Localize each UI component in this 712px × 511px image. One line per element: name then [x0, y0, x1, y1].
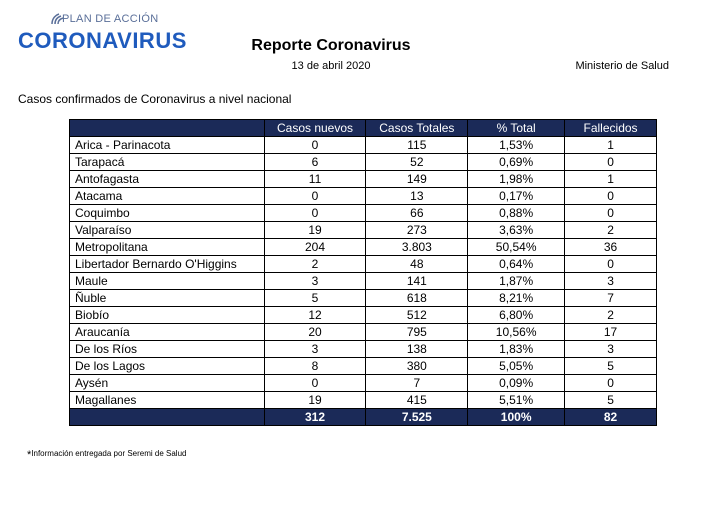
cell-new-cases: 204: [264, 239, 366, 256]
cell-region: Libertador Bernardo O'Higgins: [70, 256, 265, 273]
cell-region: Biobío: [70, 307, 265, 324]
cell-deaths: 0: [565, 188, 657, 205]
cell-new-cases: 3: [264, 273, 366, 290]
cell-percent-total: 3,63%: [468, 222, 565, 239]
cell-total-cases: 115: [366, 137, 468, 154]
cell-percent-total: 0,09%: [468, 375, 565, 392]
cell-total-cases: 149: [366, 171, 468, 188]
totals-row: [70, 409, 657, 426]
cell-total-cases: 380: [366, 358, 468, 375]
cell-percent-total: 5,51%: [468, 392, 565, 409]
cell-deaths: 3: [565, 273, 657, 290]
cell-new-cases: 11: [264, 171, 366, 188]
column-header-region: [70, 120, 265, 137]
cell-region: Coquimbo: [70, 205, 265, 222]
cell-deaths: 36: [565, 239, 657, 256]
cell-region: De los Ríos: [70, 341, 265, 358]
cell-deaths: 1: [565, 137, 657, 154]
cell-percent-total: 1,98%: [468, 171, 565, 188]
totals-label: [70, 409, 265, 426]
cell-new-cases: 0: [264, 375, 366, 392]
logo-main-text: CORONAVIRUS: [18, 28, 187, 53]
footnote-text: Información entregada por Seremi de Salud: [31, 449, 187, 458]
cell-region: Ñuble: [70, 290, 265, 307]
table-row: [70, 256, 657, 273]
cell-new-cases: 19: [264, 222, 366, 239]
cell-new-cases: 0: [264, 205, 366, 222]
cell-percent-total: 1,83%: [468, 341, 565, 358]
cell-deaths: 0: [565, 205, 657, 222]
cell-total-cases: 52: [366, 154, 468, 171]
column-header-new-cases: Casos nuevos: [264, 120, 366, 137]
cases-table: [69, 119, 657, 426]
cell-new-cases: 19: [264, 392, 366, 409]
cell-percent-total: 1,53%: [468, 137, 565, 154]
cell-deaths: 5: [565, 358, 657, 375]
cell-region: Araucanía: [70, 324, 265, 341]
totals-percent: 100%: [468, 409, 565, 426]
footnote: [27, 449, 186, 461]
totals-total-cases: 7.525: [366, 409, 468, 426]
cell-deaths: 5: [565, 392, 657, 409]
cell-region: Maule: [70, 273, 265, 290]
cell-new-cases: 2: [264, 256, 366, 273]
table-body: [70, 137, 657, 409]
report-date: 13 de abril 2020: [291, 60, 371, 72]
report-title: Reporte Coronavirus: [251, 37, 411, 54]
cell-deaths: 0: [565, 154, 657, 171]
table-row: [70, 324, 657, 341]
cell-region: Aysén: [70, 375, 265, 392]
cell-new-cases: 6: [264, 154, 366, 171]
cell-total-cases: 3.803: [366, 239, 468, 256]
totals-new-cases: 312: [264, 409, 366, 426]
cell-region: Magallanes: [70, 392, 265, 409]
column-header-total-cases: Casos Totales: [366, 120, 468, 137]
cell-region: Metropolitana: [70, 239, 265, 256]
table-row: [70, 137, 657, 154]
cell-new-cases: 5: [264, 290, 366, 307]
cell-new-cases: 0: [264, 137, 366, 154]
cell-total-cases: 618: [366, 290, 468, 307]
cell-deaths: 1: [565, 171, 657, 188]
cell-total-cases: 512: [366, 307, 468, 324]
cell-region: Tarapacá: [70, 154, 265, 171]
table-row: [70, 273, 657, 290]
table-row: [70, 239, 657, 256]
cell-total-cases: 66: [366, 205, 468, 222]
ministry-label: Ministerio de Salud: [575, 60, 669, 72]
table-row: [70, 341, 657, 358]
cell-region: De los Lagos: [70, 358, 265, 375]
cell-percent-total: 10,56%: [468, 324, 565, 341]
table-row: [70, 375, 657, 392]
cell-total-cases: 48: [366, 256, 468, 273]
cell-percent-total: 0,64%: [468, 256, 565, 273]
cell-total-cases: 273: [366, 222, 468, 239]
table-row: [70, 358, 657, 375]
cell-new-cases: 0: [264, 188, 366, 205]
cell-deaths: 7: [565, 290, 657, 307]
cell-deaths: 17: [565, 324, 657, 341]
cell-deaths: 0: [565, 256, 657, 273]
table-header-row: [70, 120, 657, 137]
table-row: [70, 222, 657, 239]
cell-percent-total: 6,80%: [468, 307, 565, 324]
cell-total-cases: 141: [366, 273, 468, 290]
table-row: [70, 205, 657, 222]
cell-percent-total: 0,17%: [468, 188, 565, 205]
cell-percent-total: 5,05%: [468, 358, 565, 375]
cell-total-cases: 415: [366, 392, 468, 409]
totals-deaths: 82: [565, 409, 657, 426]
cell-deaths: 2: [565, 222, 657, 239]
cell-total-cases: 7: [366, 375, 468, 392]
cell-new-cases: 12: [264, 307, 366, 324]
table-row: [70, 392, 657, 409]
cell-region: Atacama: [70, 188, 265, 205]
cell-deaths: 0: [565, 375, 657, 392]
table-row: [70, 188, 657, 205]
cell-total-cases: 795: [366, 324, 468, 341]
cell-deaths: 2: [565, 307, 657, 324]
table-subtitle: Casos confirmados de Coronavirus a nivel nacional: [18, 92, 292, 106]
table-row: [70, 171, 657, 188]
table-row: [70, 290, 657, 307]
cell-total-cases: 13: [366, 188, 468, 205]
cell-new-cases: 20: [264, 324, 366, 341]
footnote-star: *: [27, 449, 32, 461]
table-row: [70, 307, 657, 324]
cell-total-cases: 138: [366, 341, 468, 358]
cell-region: Arica - Parinacota: [70, 137, 265, 154]
cell-percent-total: 0,69%: [468, 154, 565, 171]
column-header-deaths: Fallecidos: [565, 120, 657, 137]
cell-deaths: 3: [565, 341, 657, 358]
cell-region: Antofagasta: [70, 171, 265, 188]
cell-percent-total: 0,88%: [468, 205, 565, 222]
cell-percent-total: 1,87%: [468, 273, 565, 290]
logo-top-text: PLAN DE ACCIÓN: [62, 13, 159, 25]
cell-new-cases: 3: [264, 341, 366, 358]
table-row: [70, 154, 657, 171]
cell-new-cases: 8: [264, 358, 366, 375]
cell-percent-total: 50,54%: [468, 239, 565, 256]
cell-percent-total: 8,21%: [468, 290, 565, 307]
column-header-percent-total: % Total: [468, 120, 565, 137]
cell-region: Valparaíso: [70, 222, 265, 239]
